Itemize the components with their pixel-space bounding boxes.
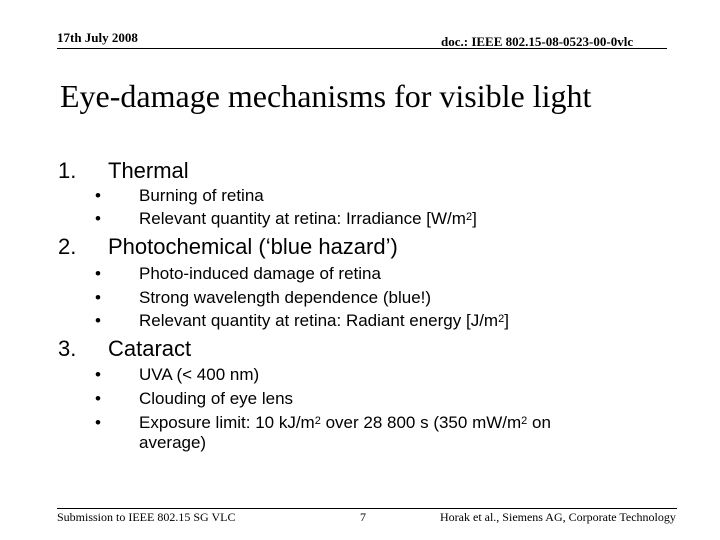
bullet-icon: • [95,311,101,330]
bullet-text: Burning of retina [139,186,264,205]
footer-rule [57,508,677,509]
bullet-icon: • [95,209,101,228]
bullet-text: Strong wavelength dependence (blue!) [139,288,432,307]
item-number: 3. [58,336,77,361]
header-doc-id: doc.: IEEE 802.15-08-0523-00-0vlc [441,34,634,49]
bullet-text: Clouding of eye lens [139,389,294,408]
header-rule [57,48,667,49]
bullet-icon: • [95,264,101,283]
item-label: Photochemical (‘blue hazard’) [108,234,398,259]
bullet-icon: • [95,186,101,205]
bullet-icon: • [95,365,101,384]
footer-authors: Horak et al., Siemens AG, Corporate Technology [440,510,676,524]
footer-submission: Submission to IEEE 802.15 SG VLC [57,510,236,524]
bullet-text: UVA (< 400 nm) [139,365,260,384]
bullet-text: Photo-induced damage of retina [139,264,381,283]
bullet-text: Exposure limit: 10 $kJ/m^2$ over 28 800 s (350 $mW/m^2$ on average) [139,413,551,452]
bullet-icon: • [95,389,101,408]
item-number: 1. [58,158,77,183]
item-label: Thermal [108,158,189,183]
bullet-text: Relevant quantity at retina: Irradiance $[W/m^2]$ [139,209,477,228]
bullet-text: Relevant quantity at retina: Radiant energy $[J/m^2]$ [139,311,509,330]
page-number: 7 [360,510,366,524]
header-date: 17th July 2008 [57,30,138,45]
bullet-icon: • [95,288,101,307]
item-number: 2. [58,234,77,259]
item-label: Cataract [108,336,192,361]
slide-title: Eye-damage mechanisms for visible light [60,78,592,114]
bullet-icon: • [95,413,101,432]
